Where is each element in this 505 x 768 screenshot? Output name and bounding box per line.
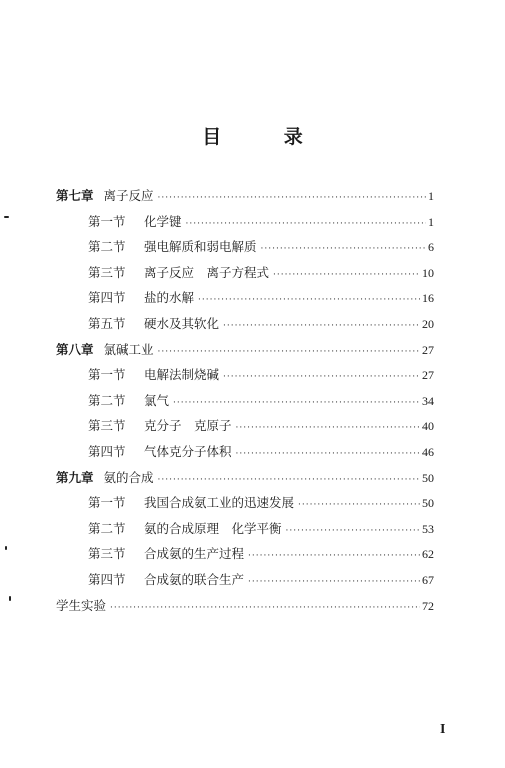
entry-number: 第一节 (88, 213, 126, 229)
scan-speck (9, 596, 11, 601)
entry-label: 我国合成氨工业的迅速发展 (144, 495, 295, 511)
entry-number: 第四节 (88, 443, 126, 459)
entry-label: 氨的合成 (103, 469, 154, 485)
entry-label: 氯碱工业 (103, 341, 154, 357)
entry-label: 离子反应 离子方程式 (144, 264, 270, 280)
toc-entry[interactable] (56, 442, 434, 468)
dot-leader (286, 526, 420, 536)
entry-number: 第七章 (56, 188, 94, 203)
table-of-contents (56, 186, 434, 621)
entry-page: 50 (422, 470, 434, 485)
entry-label: 电解法制烧碱 (144, 367, 220, 383)
entry-page: 72 (422, 598, 434, 613)
dot-leader (236, 449, 420, 459)
dot-leader (273, 270, 420, 280)
dot-leader (248, 577, 420, 587)
dot-leader (158, 193, 426, 203)
dot-leader (110, 603, 420, 613)
entry-number: 第二节 (88, 239, 126, 255)
dot-leader (298, 500, 420, 510)
dot-leader (223, 321, 420, 331)
dot-leader (198, 295, 420, 305)
entry-page: 27 (422, 342, 434, 357)
toc-entry[interactable] (56, 340, 434, 366)
entry-page: 1 (428, 189, 434, 203)
entry-number: 第四节 (88, 571, 126, 587)
entry-label: 硬水及其软化 (144, 315, 220, 331)
dot-leader (186, 219, 426, 229)
entry-number: 第三节 (88, 546, 126, 562)
toc-entry[interactable] (56, 288, 434, 314)
entry-label: 盐的水解 (144, 290, 195, 306)
entry-number: 第五节 (88, 315, 126, 331)
entry-page: 50 (422, 496, 434, 511)
toc-entry[interactable] (56, 519, 434, 545)
toc-entry[interactable] (56, 365, 434, 391)
entry-label: 氯气 (144, 392, 170, 408)
entry-page: 1 (428, 214, 434, 229)
entry-page: 34 (422, 393, 434, 408)
dot-leader (158, 475, 420, 485)
dot-leader (158, 347, 420, 357)
entry-number: 第一节 (88, 495, 126, 511)
page-folio: I (440, 722, 446, 737)
scan-speck (5, 546, 7, 550)
dot-leader (223, 372, 420, 382)
entry-label: 克分子 克原子 (144, 418, 232, 434)
toc-entry[interactable] (56, 544, 434, 570)
entry-page: 46 (422, 444, 434, 459)
toc-entry[interactable] (56, 314, 434, 340)
entry-label: 学生实验 (56, 597, 107, 613)
toc-entry[interactable] (56, 570, 434, 596)
toc-entry[interactable] (56, 186, 434, 212)
entry-number: 第八章 (56, 341, 94, 357)
dot-leader (173, 398, 420, 408)
toc-entry[interactable] (56, 391, 434, 417)
toc-entry[interactable] (56, 263, 434, 289)
toc-entry[interactable] (56, 212, 434, 238)
entry-number: 第三节 (88, 418, 126, 434)
entry-number: 第二节 (88, 392, 126, 408)
toc-entry[interactable] (56, 237, 434, 263)
toc-entry[interactable] (56, 493, 434, 519)
entry-number: 第四节 (88, 290, 126, 306)
entry-page: 40 (422, 419, 434, 434)
entry-page: 53 (422, 521, 434, 536)
entry-label: 合成氨的生产过程 (144, 546, 245, 562)
entry-label: 化学键 (144, 213, 182, 229)
dot-leader (248, 551, 420, 561)
entry-page: 16 (422, 291, 434, 306)
entry-number: 第三节 (88, 264, 126, 280)
toc-entry[interactable] (56, 416, 434, 442)
dot-leader (261, 244, 426, 254)
toc-entry[interactable] (56, 468, 434, 494)
entry-number: 第一节 (88, 367, 126, 383)
entry-label: 合成氨的联合生产 (144, 571, 245, 587)
entry-page: 27 (422, 368, 434, 383)
entry-page: 10 (422, 265, 434, 280)
entry-label: 强电解质和弱电解质 (144, 239, 257, 255)
entry-page: 62 (422, 547, 434, 562)
entry-page: 20 (422, 316, 434, 331)
entry-number: 第九章 (56, 469, 94, 485)
entry-label: 氨的合成原理 化学平衡 (144, 520, 282, 536)
entry-label: 气体克分子体积 (144, 443, 232, 459)
toc-entry[interactable] (56, 596, 434, 622)
scan-speck (4, 216, 9, 218)
dot-leader (236, 423, 420, 433)
entry-label: 离子反应 (103, 188, 154, 203)
entry-number: 第二节 (88, 520, 126, 536)
entry-page: 67 (422, 572, 434, 587)
page-title: 目 录 (202, 126, 331, 148)
entry-page: 6 (428, 240, 434, 255)
